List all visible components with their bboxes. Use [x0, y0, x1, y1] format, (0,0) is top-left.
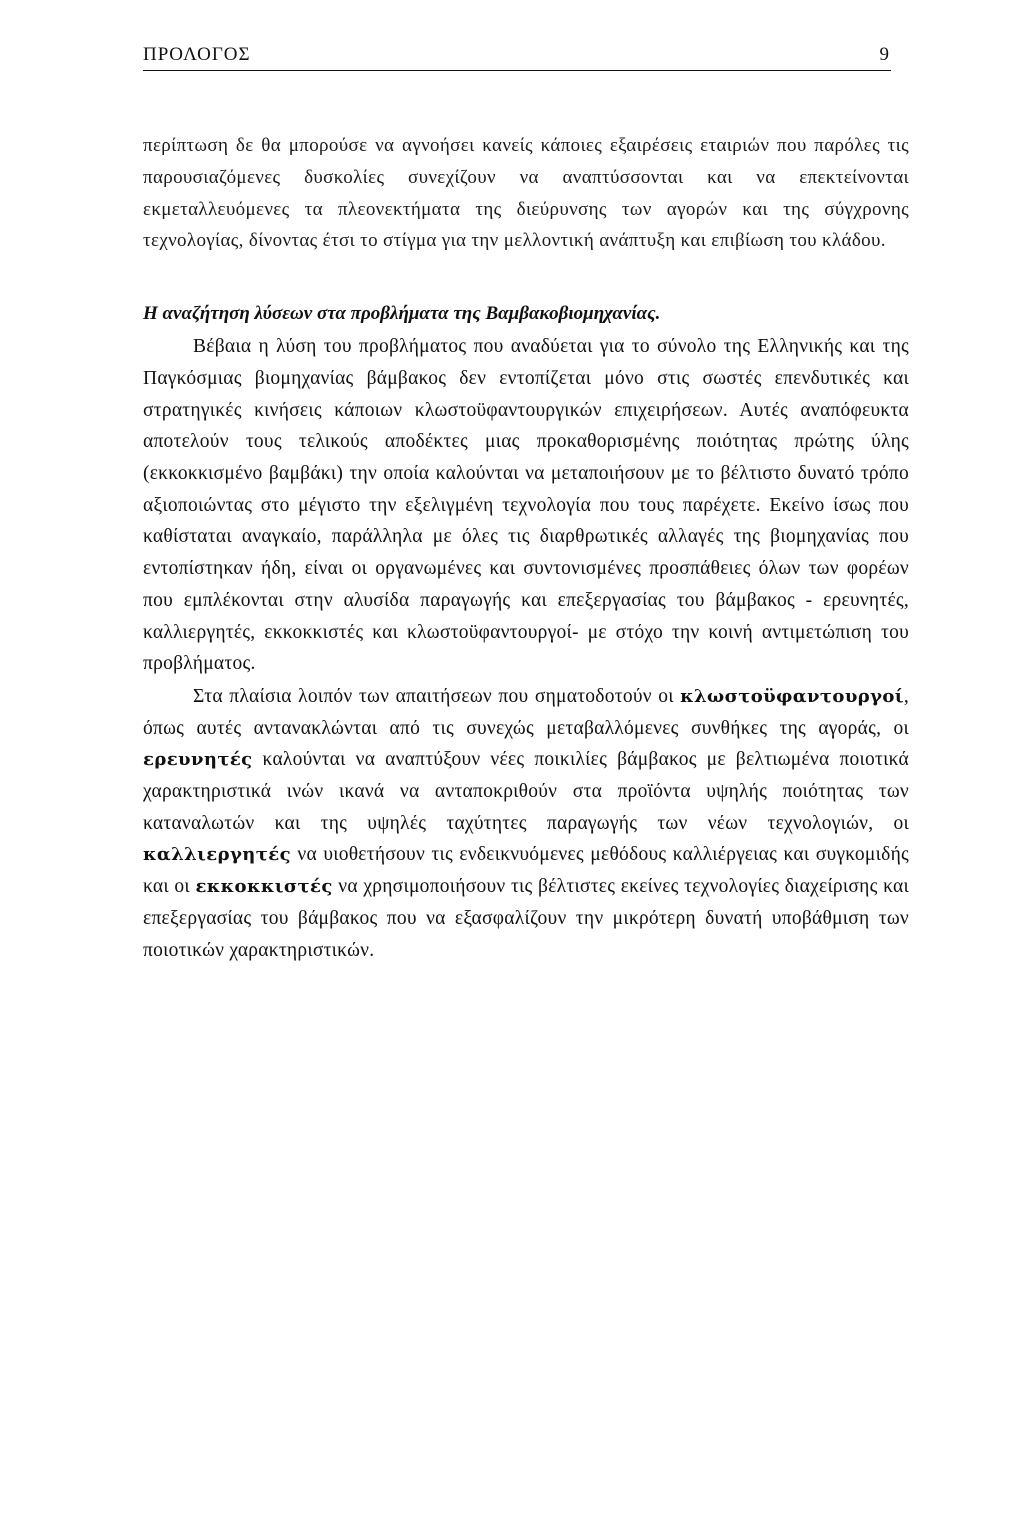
paragraph-text-segment: καλούνται να αναπτύξουν νέες ποικιλίες βάμβακος με βελτιωμένα ποιοτικά χαρακτηριστικά ινών ικανά να ανταποκριθούν στα προϊόντα υψηλής ποιότητας των καταναλωτών και της υψηλές ταχύτητες παραγωγής των νέων τεχνολογιών, οι [143, 749, 909, 834]
page-body [143, 130, 909, 966]
header-title: ΠΡΟΛΟΓΟΣ [143, 44, 251, 65]
term-researchers: ερευνητές [143, 749, 253, 771]
term-growers: καλλιεργητές [143, 844, 291, 866]
running-header [143, 40, 891, 71]
term-spinners: κλωστοϋφαντουργοί [680, 685, 904, 707]
paragraph-solution: Βέβαια η λύση του προβλήματος που αναδύεται για το σύνολο της Ελληνικής και της Παγκόσμιας βιομηχανίας βάμβακος δεν εντοπίζεται μόνο στις σωστές επενδυτικές και στρατηγικές κινήσεις κάποιων κλωστοϋφαντουργικών επιχειρήσεων. Αυτές αναπόφευκτα αποτελούν τους τελικούς αποδέκτες μιας προκαθορισμένης ποιότητας πρώτης ύλης (εκκοκκισμένο βαμβάκι) την οποία καλούνται να μεταποιήσουν με το βέλτιστο δυνατό τρόπο αξιοποιώντας στο μέγιστο την εξελιγμένη τεχνολογία που τους παρέχετε. Εκείνο ίσως που καθίσταται αναγκαίο, παράλληλα με όλες τις διαρθρωτικές αλλαγές της βιομηχανίας που εντοπίστηκαν ήδη, είναι οι οργανωμένες και συντονισμένες προσπάθειες όλων των φορέων που εμπλέκονται στην αλυσίδα παραγωγής και επεξεργασίας του βάμβακος - ερευνητές, καλλιεργητές, εκκοκκιστές και κλωστοϋφαντουργοί- με στόχο την κοινή αντιμετώπιση του προβλήματος. [143, 336, 909, 675]
page-number: 9 [879, 44, 889, 65]
paragraph-intro: περίπτωση δε θα μπορούσε να αγνοήσει κανείς κάποιες εξαιρέσεις εταιριών που παρόλες τις παρουσιαζόμενες δυσκολίες συνεχίζουν να αναπτύσσονται και να επεκτείνονται εκμεταλλευόμενες τα πλεονεκτήματα της διεύρυνσης των αγορών και της σύγχρονης τεχνολογίας, δίνοντας έτσι το στίγμα για την μελλοντική ανάπτυξη και επιβίωση του κλάδου. [143, 135, 909, 252]
paragraph-text-segment: , όπως αυτές αντανακλώνται από τις συνεχώς μεταβαλλόμενες συνθήκες της αγοράς, οι [143, 685, 909, 739]
paragraph-text-segment: να χρησιμοποιήσουν τις βέλτιστες εκείνες τεχνολογίες διαχείρισης και επεξεργασίας του βάμβακος που να εξασφαλίζουν την μικρότερη δυνατή υποβάθμιση των ποιοτικών χαρακτηριστικών. [143, 876, 909, 961]
term-ginners: εκκοκκιστές [195, 876, 333, 898]
paragraph-text-segment: Στα πλαίσια λοιπόν των απαιτήσεων που σηματοδοτούν οι [193, 685, 681, 707]
section-heading: Η αναζήτηση λύσεων στα προβλήματα της Βαμβακοβιομηχανίας. [143, 303, 661, 325]
paragraph-stakeholders [143, 681, 909, 966]
paragraph-text-segment: να υιοθετήσουν τις ενδεικνυόμενες μεθόδους καλλιέργειας και συγκομιδής και οι [143, 844, 909, 898]
